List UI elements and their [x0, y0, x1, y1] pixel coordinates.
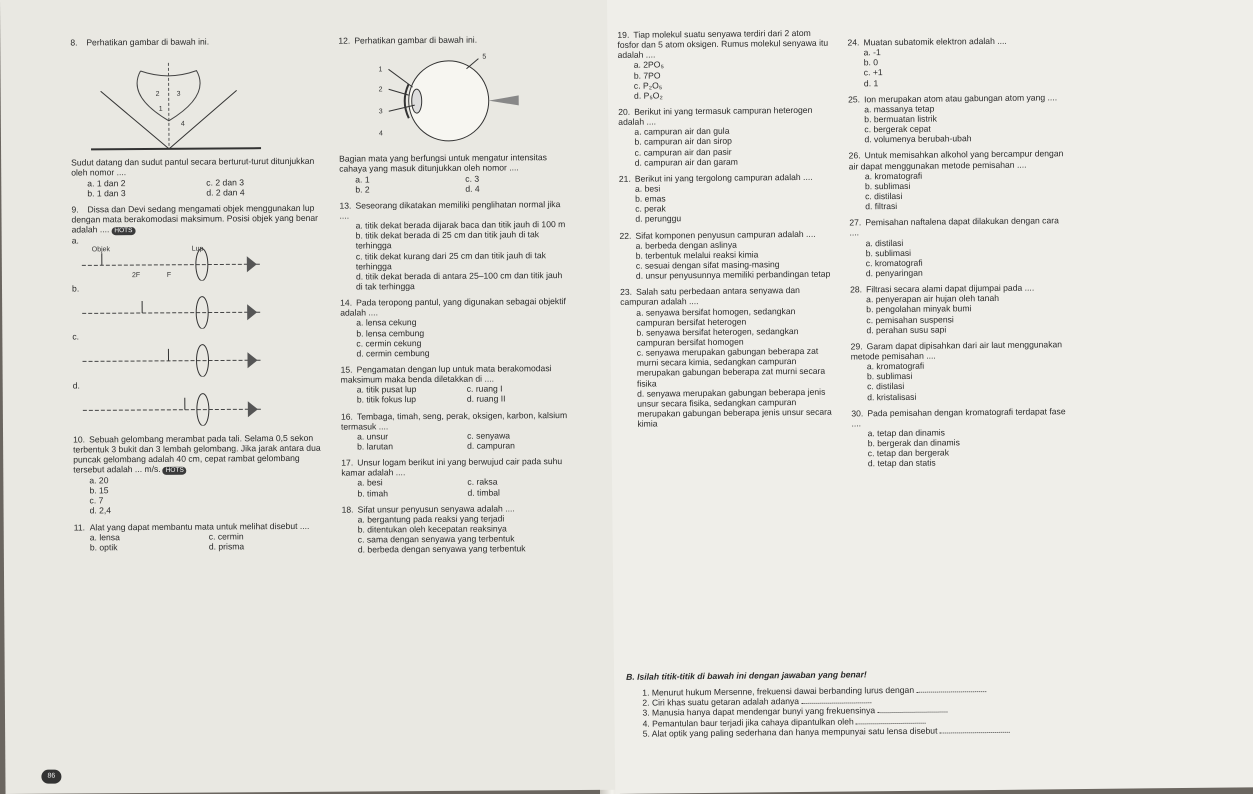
- option-a[interactable]: a. kromatografi: [866, 360, 925, 372]
- option-c[interactable]: c. senyawa: [467, 430, 511, 441]
- left-column-2: [338, 34, 572, 561]
- question-14: [340, 296, 570, 358]
- page-number: 86: [41, 770, 61, 784]
- question-text: Salah satu perbedaan antara senyawa dan campuran adalah ....: [620, 285, 800, 308]
- question-28: [850, 282, 1071, 335]
- hots-badge: HOTS: [163, 467, 187, 475]
- options: [341, 430, 571, 452]
- option-c[interactable]: c. cermin: [208, 531, 244, 542]
- options: [341, 476, 571, 498]
- question-number: 20.: [618, 106, 631, 117]
- option-c[interactable]: c. tetap dan bergerak: [867, 447, 950, 459]
- option-d[interactable]: d. 2 dan 4: [206, 187, 245, 198]
- option-c[interactable]: c. titik dekat kurang dari 25 cm dan titik jauh di tak terhingga: [355, 249, 546, 272]
- option-c[interactable]: c. P₂O₅: [633, 80, 663, 91]
- option-d[interactable]: d. kristalisasi: [867, 391, 917, 402]
- option-a[interactable]: a. lensa cekung: [356, 317, 417, 328]
- option-c[interactable]: c. raksa: [467, 476, 498, 488]
- fig-label-3: 3: [176, 90, 181, 98]
- option-b[interactable]: b. 0: [863, 57, 879, 68]
- option-b[interactable]: b. pengolahan minyak bumi: [866, 303, 972, 315]
- question-number: 10.: [73, 434, 86, 445]
- option-b[interactable]: b. timah: [357, 487, 389, 499]
- option-b[interactable]: b. emas: [635, 193, 666, 204]
- objek-label: Objek: [91, 246, 111, 254]
- question-26: [849, 149, 1070, 212]
- right-page: [607, 0, 1253, 794]
- option-c[interactable]: c. bergerak cepat: [864, 123, 931, 135]
- left-page: [0, 0, 616, 794]
- question-text: Tiap molekul suatu senyawa terdiri dari 2 atom fosfor dan 5 atom oksigen. Rumus molekul senyawa itu adalah ....: [617, 27, 829, 61]
- option-c[interactable]: c. kromatografi: [865, 257, 923, 269]
- right-column-2: [847, 35, 1072, 475]
- question-text: Seseorang dikatakan memiliki penglihatan normal jika ....: [339, 198, 561, 221]
- f-label: F: [166, 271, 172, 279]
- eye-diagram: [338, 48, 539, 147]
- option-b[interactable]: b. titik dekat berada di 25 cm dan titik jauh di tak terhingga: [355, 229, 540, 251]
- option-b[interactable]: b. ditentukan oleh kecepatan reaksinya: [357, 523, 507, 535]
- question-caption: Bagian mata yang berfungsi untuk mengatur intensitas cahaya yang masuk ditunjukkan oleh nomor ....: [339, 152, 547, 175]
- question-number: 19.: [617, 29, 630, 40]
- option-c[interactable]: c. 7: [89, 495, 104, 506]
- option-a[interactable]: a. massanya tetap: [864, 103, 935, 115]
- lup-diagram-c: [72, 341, 272, 378]
- question-30: [851, 406, 1072, 469]
- answer-blank[interactable]: [877, 712, 947, 714]
- option-c[interactable]: c. sesuai dengan sifat masing-masing: [635, 259, 780, 271]
- option-b[interactable]: b. sublimasi: [865, 247, 912, 258]
- option-b[interactable]: b. bermuatan listrik: [864, 113, 937, 125]
- option-a[interactable]: a. kromatografi: [864, 170, 923, 181]
- option-a[interactable]: a. lensa: [89, 531, 120, 543]
- option-c[interactable]: c. cermin cekung: [356, 337, 422, 349]
- question-number: 18.: [341, 504, 354, 515]
- options: [341, 383, 571, 405]
- lup-option-b[interactable]: [72, 282, 320, 332]
- option-d[interactable]: d. tetap dan statis: [867, 457, 936, 469]
- question-number: 8.: [70, 37, 78, 48]
- question-number: 30.: [851, 407, 864, 419]
- question-22: [619, 228, 835, 281]
- question-number: 26.: [848, 150, 861, 161]
- fig-label-2: 2: [155, 91, 160, 99]
- option-d[interactable]: d. 2,4: [89, 505, 112, 516]
- option-a[interactable]: a. 1 dan 2: [87, 177, 126, 188]
- option-c[interactable]: c. 2 dan 3: [206, 176, 245, 188]
- question-23: [620, 285, 836, 429]
- question-text: Unsur logam berikut ini yang berwujud cair pada suhu kamar adalah ....: [341, 456, 563, 478]
- option-label: a.: [71, 235, 79, 246]
- 2f-label: 2F: [131, 271, 141, 280]
- option-b[interactable]: b. 7PO: [633, 70, 661, 81]
- question-text: Dissa dan Devi sedang mengamati objek menggunakan lup dengan mata berakomodasi maksimum. Posisi objek yang benar adalah ....: [71, 202, 319, 235]
- option-b[interactable]: b. titik fokus lup: [356, 394, 417, 405]
- option-a[interactable]: a. 2PO₅: [633, 59, 664, 71]
- question-text: Sifat unsur penyusun senyawa adalah ....: [357, 503, 515, 515]
- hots-badge: HOTS: [111, 227, 135, 235]
- option-c[interactable]: c. distilasi: [865, 190, 903, 202]
- option-b[interactable]: b. bergerak dan dinamis: [867, 437, 960, 449]
- option-c[interactable]: c. ruang I: [466, 383, 503, 394]
- reflection-diagram: [70, 50, 271, 151]
- options: [74, 530, 322, 552]
- option-d[interactable]: d. perahan susu sapi: [866, 324, 947, 335]
- option-a[interactable]: a. berbeda dengan aslinya: [635, 239, 737, 251]
- option-d[interactable]: d. titik dekat berada di antara 25–100 cm dan titik jauh di tak terhingga: [355, 269, 563, 292]
- question-text: Berikut ini yang termasuk campuran heterogen adalah ....: [618, 104, 813, 128]
- question-number: 22.: [619, 230, 632, 241]
- question-number: 13.: [339, 200, 352, 211]
- option-d[interactable]: d. volumenya berubah-ubah: [864, 133, 972, 145]
- question-number: 27.: [849, 217, 862, 228]
- option-d[interactable]: d. berbeda dengan senyawa yang terbentuk: [357, 543, 526, 555]
- question-9: [71, 203, 321, 429]
- question-text: Perhatikan gambar di bawah ini.: [86, 36, 210, 48]
- lup-label: Lup: [191, 245, 204, 253]
- option-b[interactable]: b. sublimasi: [866, 371, 913, 382]
- question-text: Perhatikan gambar di bawah ini.: [354, 34, 478, 46]
- question-20: [618, 105, 834, 168]
- answer-blank[interactable]: [856, 722, 926, 724]
- option-c[interactable]: c. +1: [863, 67, 883, 78]
- fill-item-text: 3. Manusia hanya dapat mendengar bunyi yang frekuensinya: [642, 705, 876, 719]
- option-c[interactable]: c. perak: [635, 203, 666, 214]
- option-a[interactable]: a. campuran air dan gula: [634, 125, 730, 137]
- option-label: b.: [71, 283, 80, 294]
- fig-label-4: 4: [180, 120, 185, 128]
- option-a[interactable]: a. besi: [357, 477, 383, 488]
- option-b[interactable]: b. 1 dan 3: [87, 187, 126, 199]
- question-10: [73, 433, 322, 516]
- lup-diagram-b: [72, 292, 272, 329]
- options: [339, 173, 569, 195]
- option-d[interactable]: d. campuran air dan garam: [634, 156, 738, 168]
- question-21: [619, 171, 835, 224]
- option-a[interactable]: a. senyawa bersifat homogen, sedangkan campuran bersifat heterogen: [636, 305, 796, 328]
- option-c[interactable]: c. 3: [465, 173, 480, 184]
- options: [71, 176, 319, 198]
- question-text: Garam dapat dipisahkan dari air laut menggunakan metode pemisahan ....: [850, 339, 1063, 362]
- question-text: Pemisahan naftalena dapat dilakukan dengan cara ....: [849, 215, 1059, 238]
- question-19: [617, 28, 833, 101]
- question-8: [70, 36, 319, 199]
- option-d[interactable]: d. penyaringan: [865, 267, 923, 279]
- question-text: Ion merupakan atom atau gabungan atom yang ....: [863, 91, 1058, 105]
- option-a[interactable]: a. 20: [89, 475, 109, 486]
- fill-item-text: 5. Alat optik yang paling sederhana dan hanya mempunyai satu lensa disebut: [642, 725, 938, 739]
- question-number: 24.: [847, 37, 860, 48]
- option-a[interactable]: a. tetap dan dinamis: [867, 427, 946, 439]
- question-number: 9.: [71, 204, 79, 215]
- option-c[interactable]: c. pemisahan suspensi: [866, 313, 954, 325]
- question-number: 25.: [847, 94, 861, 105]
- eye-label-5: 5: [482, 53, 487, 61]
- eye-label-2: 2: [378, 86, 383, 94]
- question-number: 21.: [618, 173, 631, 184]
- question-text: Pada pemisahan dengan kromatografi terdapat fase ....: [851, 405, 1066, 429]
- lup-option-a[interactable]: [72, 234, 320, 284]
- option-d[interactable]: d. prisma: [208, 541, 245, 552]
- lup-option-c[interactable]: [72, 330, 320, 380]
- lup-option-d[interactable]: [73, 378, 321, 428]
- option-a[interactable]: a. titik pusat lup: [356, 384, 417, 395]
- question-text: Alat yang dapat membantu mata untuk melihat disebut ....: [89, 520, 310, 532]
- option-a[interactable]: a. unsur: [357, 431, 389, 442]
- question-18: [342, 503, 572, 555]
- option-d[interactable]: d. unsur penyusunnya memiliki perbandingan tetap: [635, 268, 831, 281]
- question-text: Pengamatan dengan lup untuk mata berakomodasi maksimum maka benda diletakkan di ....: [340, 363, 552, 385]
- right-column-1: [617, 28, 836, 435]
- section-b-items: [626, 683, 1097, 739]
- option-d[interactable]: d. cermin cembung: [356, 347, 430, 359]
- eye-label-4: 4: [378, 130, 383, 138]
- option-c[interactable]: c. senyawa merupakan gabungan beberapa zat murni secara kimia, sedangkan campuran merupakan gabungan beberapa zat murni secara fisika: [636, 345, 826, 389]
- question-12: [338, 34, 569, 194]
- question-caption: Sudut datang dan sudut pantul secara berturut-turut ditunjukkan oleh nomor ....: [71, 156, 315, 178]
- option-d[interactable]: d. campuran: [467, 440, 515, 451]
- answer-blank[interactable]: [916, 691, 986, 693]
- option-c[interactable]: c. distilasi: [867, 381, 905, 392]
- eye-label-1: 1: [378, 66, 383, 74]
- option-b[interactable]: b. 15: [89, 485, 109, 496]
- option-d[interactable]: d. ruang II: [466, 393, 506, 405]
- question-number: 15.: [340, 364, 353, 375]
- question-number: 12.: [338, 35, 351, 46]
- fill-item-text: 4. Pemantulan baur terjadi jika cahaya dipantulkan oleh: [642, 716, 854, 729]
- question-text: Sebuah gelombang merambat pada tali. Selama 0,5 sekon terbentuk 3 bukit dan 3 lembah gelombang. Jika jarak antara dua puncak gelombang adalah 40 cm, cepat rambat gelombang tersebut adalah ... m/s.: [73, 432, 321, 475]
- fill-item-text: 2. Ciri khas suatu getaran adalah adanya: [642, 696, 800, 708]
- question-27: [849, 215, 1070, 278]
- option-b[interactable]: b. larutan: [357, 441, 394, 452]
- option-b[interactable]: b. lensa cembung: [356, 327, 425, 339]
- option-d[interactable]: d. timbal: [467, 487, 500, 498]
- question-text: Untuk memisahkan alkohol yang bercampur dengan air dapat menggunakan metode pemisahan ....: [848, 148, 1064, 172]
- fill-item-text: 1. Menurut hukum Mersenne, frekuensi dawai berbanding lurus dengan: [642, 684, 915, 698]
- option-d[interactable]: d. 4: [465, 183, 480, 194]
- question-11: [74, 520, 322, 552]
- option-a[interactable]: a. distilasi: [865, 237, 904, 248]
- question-text: Berikut ini yang tergolong campuran adalah ....: [634, 171, 813, 184]
- option-b[interactable]: b. 2: [355, 184, 370, 195]
- option-b[interactable]: b. campuran air dan sirop: [634, 136, 732, 148]
- answer-blank[interactable]: [939, 732, 1009, 734]
- question-13: [339, 199, 570, 292]
- option-b[interactable]: b. optik: [89, 542, 118, 553]
- option-d[interactable]: d. perunggu: [635, 213, 682, 225]
- option-a[interactable]: a. 1: [355, 173, 370, 185]
- option-a[interactable]: a. -1: [863, 47, 881, 58]
- option-c[interactable]: c. campuran air dan pasir: [634, 146, 732, 158]
- lup-diagram-d: [73, 389, 273, 426]
- section-b: [626, 661, 1097, 739]
- answer-blank[interactable]: [801, 703, 871, 705]
- option-label: c.: [72, 331, 80, 342]
- option-a[interactable]: a. besi: [634, 183, 661, 194]
- lup-diagram-a: [72, 244, 272, 281]
- option-d[interactable]: d. filtrasi: [865, 201, 898, 212]
- option-c[interactable]: c. sama dengan senyawa yang terbentuk: [357, 533, 515, 545]
- question-15: [341, 363, 571, 405]
- option-label: d.: [72, 380, 80, 391]
- option-d[interactable]: d. P₅O₂: [633, 90, 663, 101]
- question-text: Pada teropong pantul, yang digunakan sebagai objektif adalah ....: [340, 296, 566, 318]
- question-25: [848, 92, 1069, 145]
- option-b[interactable]: b. sublimasi: [864, 180, 911, 192]
- eye-label-3: 3: [378, 108, 383, 116]
- option-a[interactable]: a. titik dekat berada dijarak baca dan titik jauh di 100 m: [355, 219, 566, 231]
- question-29: [851, 339, 1072, 402]
- question-number: 23.: [620, 286, 633, 298]
- question-text: Tembaga, timah, seng, perak, oksigen, karbon, kalsium termasuk ....: [340, 409, 568, 432]
- option-b[interactable]: b. senyawa bersifat heterogen, sedangkan campuran bersifat homogen: [636, 325, 799, 348]
- question-17: [341, 456, 571, 498]
- question-text: Filtrasi secara alami dapat dijumpai pada ....: [865, 282, 1035, 295]
- question-16: [341, 410, 571, 452]
- question-text: Sifat komponen penyusun campuran adalah ....: [635, 228, 816, 241]
- option-d[interactable]: d. 1: [863, 77, 879, 88]
- question-number: 16.: [340, 411, 353, 422]
- question-text: Muatan subatomik elektron adalah ....: [863, 35, 1007, 48]
- left-column-1: [70, 36, 322, 559]
- option-a[interactable]: a. bergantung pada reaksi yang terjadi: [357, 513, 505, 525]
- fig-label-1: 1: [158, 106, 163, 114]
- section-b-heading: B. Isilah titik-titik di bawah ini dengan jawaban yang benar!: [626, 669, 867, 682]
- question-number: 28.: [849, 284, 863, 295]
- question-number: 29.: [850, 341, 863, 352]
- question-24: [847, 35, 1068, 88]
- option-a[interactable]: a. penyerapan air hujan oleh tanah: [866, 293, 1000, 305]
- option-d[interactable]: d. senyawa merupakan gabungan beberapa jenis unsur secara fisika, sedangkan campuran merupakan gabungan beberapa jenis unsur secara kimia: [637, 386, 832, 429]
- question-number: 14.: [340, 297, 353, 308]
- question-number: 11.: [73, 521, 86, 533]
- question-number: 17.: [341, 457, 354, 468]
- option-b[interactable]: b. terbentuk melalui reaksi kimia: [635, 249, 759, 261]
